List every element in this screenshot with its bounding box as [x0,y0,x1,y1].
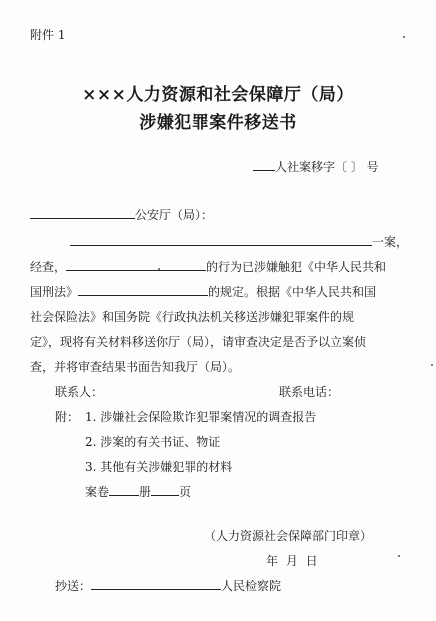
attachment-item-1: 1. 涉嫌社会保险欺诈犯罪案情况的调查报告 [85,410,317,424]
addressee-line [30,206,213,223]
volume-label: 案卷 [85,485,110,499]
body-line-2 [30,258,386,275]
volume-blank [109,483,139,496]
scan-speck [403,36,405,38]
body-l1-tail: 一案， [372,235,409,249]
suspect-blank [66,258,206,271]
case-name-blank [70,233,372,246]
body-line-4: 社会保险法》和国务院《行政执法机关移送涉嫌犯罪案件的规 [30,310,355,324]
body-line-6: 查，并将审查结果书面告知我厅（局）。 [30,360,241,374]
law-article-blank [78,283,208,296]
pages-unit: 页 [179,485,192,499]
addressee-suffix: 公安厅（局）： [135,208,214,222]
pages-blank [151,483,179,496]
scan-speck [398,555,400,557]
docno-blank [253,158,275,171]
body-line-1 [70,233,408,250]
body-l2-tail: 的行为已涉嫌触犯《中华人民共和 [206,260,387,274]
contact-person-label: 联系人： [55,385,104,399]
cc-suffix: 人民检察院 [221,579,282,593]
body-l3-tail: 的规定。根据《中华人民共和国 [208,285,377,299]
cc-blank [91,577,221,590]
document-title: ×××人力资源和社会保障厅（局） [82,85,354,105]
document-number [253,158,379,175]
attachments-label: 附： [55,410,80,424]
cc-label: 抄送： [55,579,92,593]
document-subtitle: 涉嫌犯罪案件移送书 [139,113,297,133]
addressee-blank [30,206,135,219]
seal-note: （人力资源社会保障部门印章） [204,529,373,543]
body-l2-head: 经查， [30,260,67,274]
body-line-3 [30,283,376,300]
body-line-5: 定》，现将有关材料移送你厅（局），请审查决定是否予以立案侦 [30,335,367,349]
body-l3-head: 国刑法》 [30,285,79,299]
case-volume-line [85,483,191,500]
attachment-label: 附件 1 [30,28,66,42]
cc-line [55,577,281,594]
date-line: 年 月 日 [266,554,320,568]
scan-speck [431,364,433,366]
contact-phone-label: 联系电话： [279,385,340,399]
docno-text: 人社案移字〔 〕 号 [275,160,379,174]
attachment-item-2: 2. 涉案的有关书证、物证 [85,435,221,449]
attachment-item-3: 3. 其他有关涉嫌犯罪的材料 [85,460,233,474]
volume-unit: 册 [139,485,152,499]
scan-speck [158,268,160,270]
